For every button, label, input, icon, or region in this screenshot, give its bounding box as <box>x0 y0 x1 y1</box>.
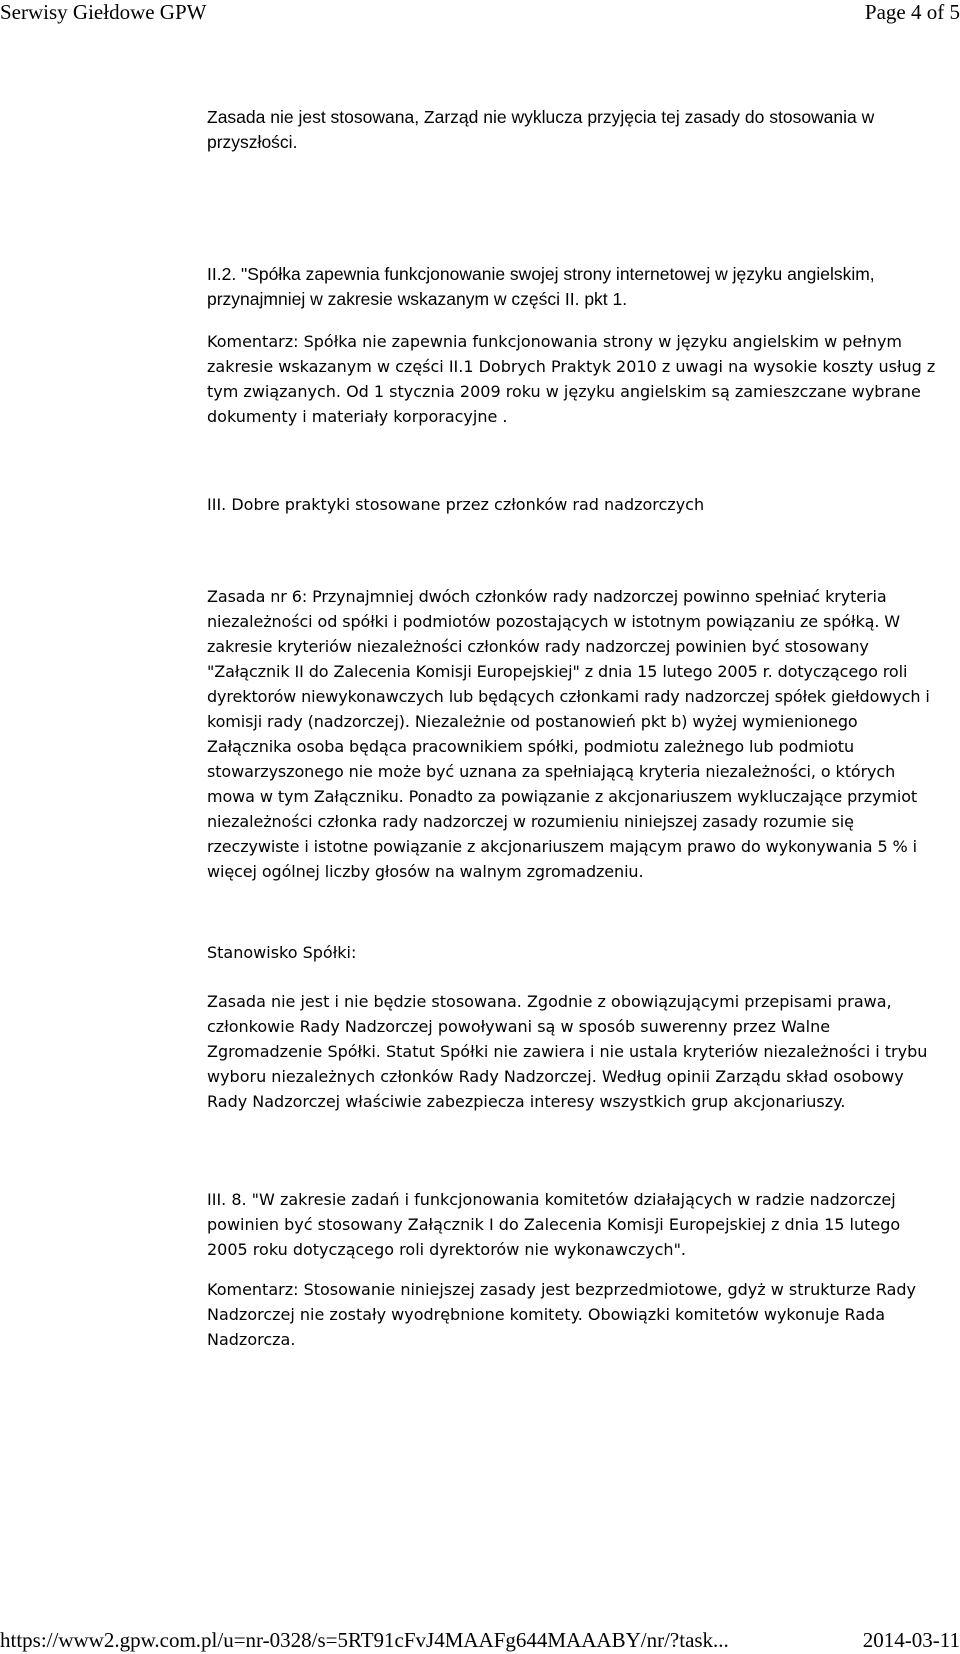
section-heading-iii: III. Dobre praktyki stosowane przez członków rad nadzorczych <box>207 495 705 514</box>
paragraph-rule-status: Zasada nie jest stosowana, Zarząd nie wyklucza przyjęcia tej zasady do stosowania w przyszłości. <box>207 107 875 152</box>
paragraph-comment-iii8: Komentarz: Stosowanie niniejszej zasady jest bezprzedmiotowe, gdyż w strukturze Rady Nadzorczej nie zostały wyodrębnione komitety. Obowiązki komitetów wykonuje Rada Nadzorcza. <box>207 1280 917 1349</box>
paragraph-rule-iii8: III. 8. "W zakresie zadań i funkcjonowania komitetów działających w radzie nadzorczej powinien być stosowany Załącznik I do Zalecenia Komisji Europejskiej z dnia 15 lutego 2005 roku dotyczącego roli dyrektorów nie wykonawczych". <box>207 1190 901 1259</box>
footer-url: https://www2.gpw.com.pl/u=nr-0328/s=5RT91cFvJ4MAAFg644MAAABY/nr/?task... <box>0 1628 729 1652</box>
paragraph-rule-6: Zasada nr 6: Przynajmniej dwóch członków rady nadzorczej powinno spełniać kryteria niezależności od spółki i podmiotów pozostających w istotnym powiązaniu ze spółką. W zakresie kryteriów niezależności członków rady nadzorczej powinien być stosowany "Załącznik II do Zalecenia Komisji Europejskiej" z dnia 15 lutego 2005 r. dotyczącego roli dyrektorów niewykonawczych lub będących członkami rady nadzorczej spółek giełdowych i komisji rady (nadzorczej). Niezależnie od postanowień pkt b) wyżej wymienionego Załącznika osoba będąca pracownikiem spółki, podmiotu zależnego lub podmiotu stowarzyszonego nie może być uznana za spełniającą kryteria niezależności, o których mowa w tym Załączniku. Ponadto za powiązanie z akcjonariuszem wykluczające przymiot niezależności członka rady nadzorczej w rozumieniu niniejszej zasady rozumie się rzeczywiste i istotne powiązanie z akcjonariuszem mającym prawo do wykonywania 5 % i więcej ogólnej liczby głosów na walnym zgromadzeniu. <box>207 587 930 881</box>
company-position-heading: Stanowisko Spółki: <box>207 943 357 962</box>
footer-date: 2014-03-11 <box>862 1628 960 1652</box>
page-number: Page 4 of 5 <box>864 0 960 24</box>
paragraph-rule-ii2: II.2. "Spółka zapewnia funkcjonowanie swojej strony internetowej w języku angielskim, przynajmniej w zakresie wskazanym w części II. pkt 1. <box>207 264 875 309</box>
paragraph-comment-ii2: Komentarz: Spółka nie zapewnia funkcjonowania strony w języku angielskim w pełnym zakresie wskazanym w części II.1 Dobrych Praktyk 2010 z uwagi na wysokie koszty usług z tym związanych. Od 1 stycznia 2009 roku w języku angielskim są zamieszczane wybrane dokumenty i materiały korporacyjne . <box>207 332 936 426</box>
site-title: Serwisy Giełdowe GPW <box>0 0 207 24</box>
paragraph-company-position: Zasada nie jest i nie będzie stosowana. Zgodnie z obowiązującymi przepisami prawa, członkowie Rady Nadzorczej powoływani są w sposób suwerenny przez Walne Zgromadzenie Spółki. Statut Spółki nie zawiera i nie ustala kryteriów niezależności i trybu wyboru niezależnych członków Rady Nadzorczej. Według opinii Zarządu skład osobowy Rady Nadzorczej właściwie zabezpiecza interesy wszystkich grup akcjonariuszy. <box>207 992 928 1111</box>
